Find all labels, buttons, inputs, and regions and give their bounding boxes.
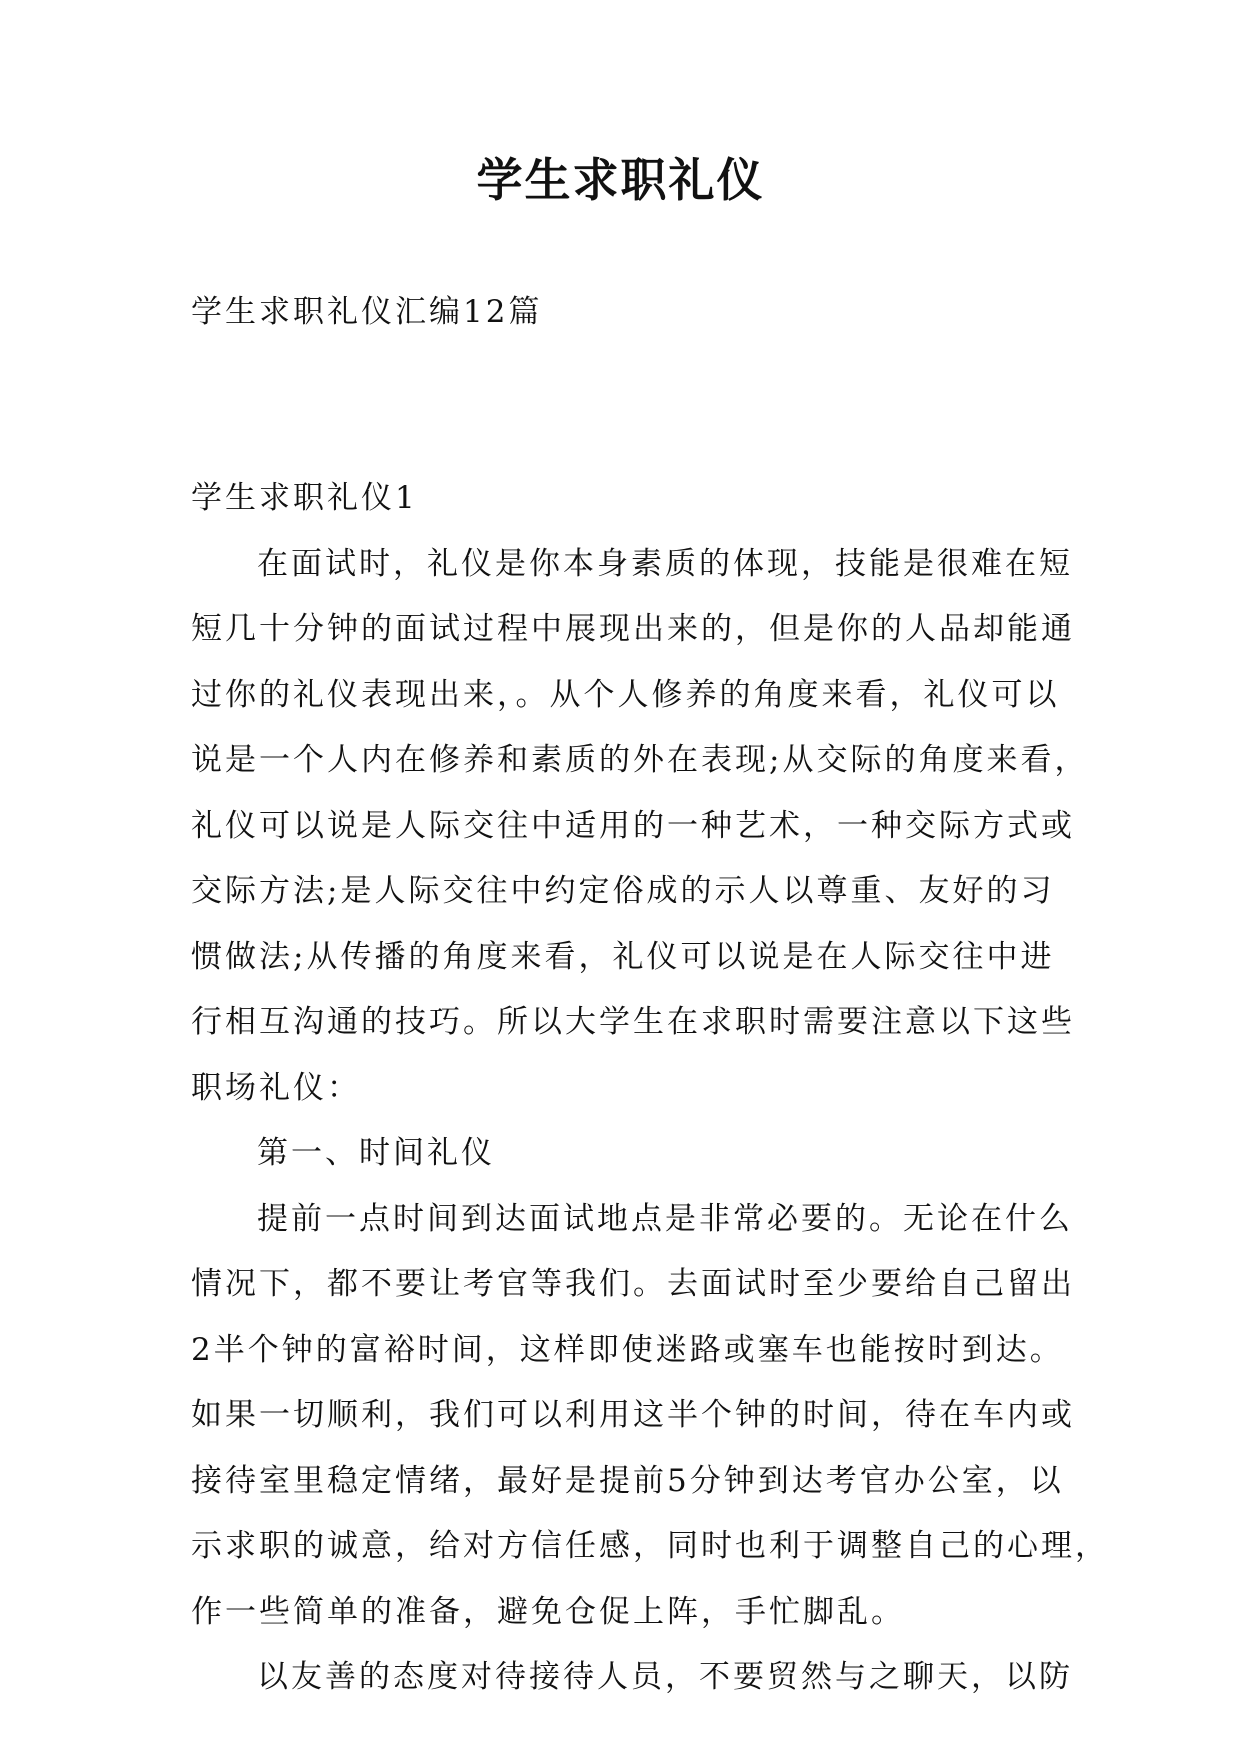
paragraph-line: 惯做法;从传播的角度来看，礼仪可以说是在人际交往中进 <box>191 938 1055 975</box>
paragraph-line: 在面试时，礼仪是你本身素质的体现，技能是很难在短 <box>257 545 1073 582</box>
paragraph-line: 示求职的诚意，给对方信任感，同时也利于调整自己的心理， <box>191 1528 1109 1564</box>
paragraph-line: 以友善的态度对待接待人员，不要贸然与之聊天，以防 <box>257 1659 1073 1695</box>
subsection-heading: 第一、时间礼仪 <box>257 1135 495 1171</box>
paragraph-line: 接待室里稳定情绪，最好是提前5分钟到达考官办公室，以 <box>191 1462 1064 1499</box>
section-heading: 学生求职礼仪1 <box>191 480 418 516</box>
paragraph-line: 交际方法;是人际交往中约定俗成的示人以尊重、友好的习 <box>191 873 1055 909</box>
paragraph-line: 短几十分钟的面试过程中展现出来的，但是你的人品却能通 <box>191 611 1075 647</box>
paragraph-line: 作一些简单的准备，避免仓促上阵，手忙脚乱。 <box>191 1593 905 1630</box>
paragraph-line: 说是一个人内在修养和素质的外在表现;从交际的角度来看， <box>191 742 1089 778</box>
paragraph-line: 情况下，都不要让考官等我们。去面试时至少要给自己留出 <box>191 1266 1075 1302</box>
document-subtitle: 学生求职礼仪汇编12篇 <box>191 294 543 330</box>
paragraph-line: 礼仪可以说是人际交往中适用的一种艺术，一种交际方式或 <box>191 807 1075 844</box>
paragraph-line: 行相互沟通的技巧。所以大学生在求职时需要注意以下这些 <box>191 1004 1075 1040</box>
paragraph-line: 提前一点时间到达面试地点是非常必要的。无论在什么 <box>257 1200 1073 1237</box>
paragraph-line: 过你的礼仪表现出来，。从个人修养的角度来看，礼仪可以 <box>191 676 1060 713</box>
paragraph-line: 2半个钟的富裕时间，这样即使迷路或塞车也能按时到达。 <box>191 1331 1064 1368</box>
paragraph-line: 如果一切顺利，我们可以利用这半个钟的时间，待在车内或 <box>191 1397 1075 1433</box>
document-body <box>191 466 1109 1711</box>
paragraph-line: 职场礼仪： <box>191 1069 361 1106</box>
page-title: 学生求职礼仪 <box>476 153 765 207</box>
